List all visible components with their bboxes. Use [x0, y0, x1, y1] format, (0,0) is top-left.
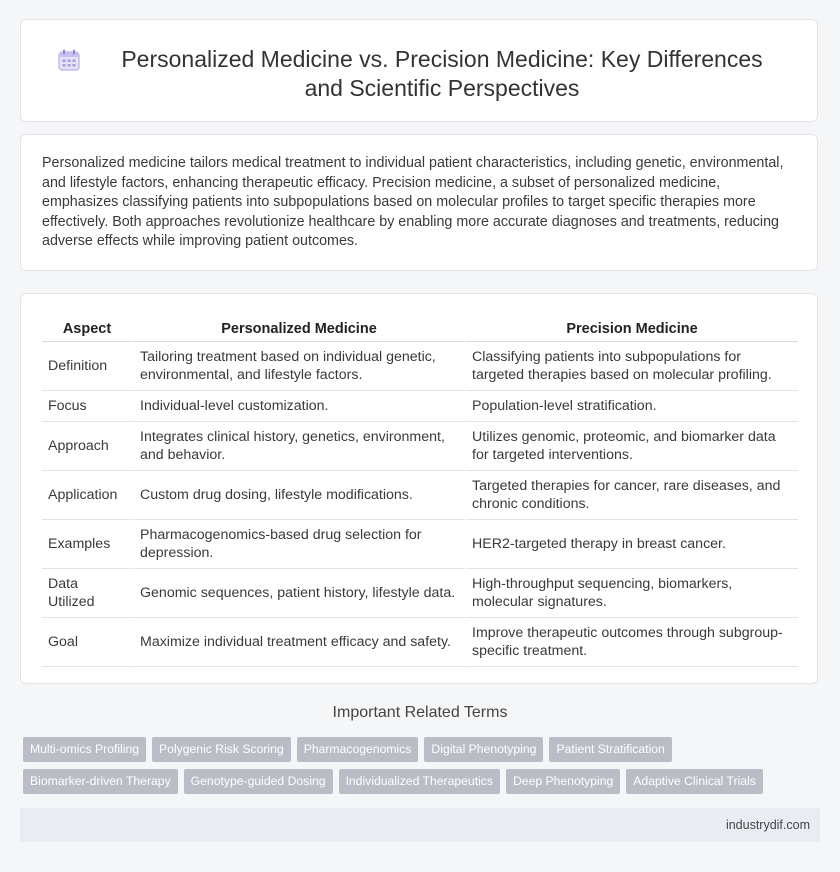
cell-personalized: Integrates clinical history, genetics, environment, and behavior.: [132, 422, 464, 471]
term-tag[interactable]: Individualized Therapeutics: [339, 769, 500, 794]
cell-aspect: Approach: [42, 422, 132, 471]
cell-personalized: Maximize individual treatment efficacy and safety.: [132, 618, 464, 667]
term-tag[interactable]: Multi-omics Profiling: [23, 737, 146, 762]
term-tag[interactable]: Genotype-guided Dosing: [184, 769, 333, 794]
cell-aspect: Focus: [42, 391, 132, 422]
table-row: [42, 342, 798, 391]
related-terms-row-2: [23, 769, 823, 794]
cell-personalized: Pharmacogenomics-based drug selection for depression.: [132, 520, 464, 569]
footer-site[interactable]: industrydif.com: [725, 818, 810, 832]
term-tag[interactable]: Biomarker-driven Therapy: [23, 769, 178, 794]
cell-precision: HER2-targeted therapy in breast cancer.: [464, 520, 798, 569]
cell-precision: Utilizes genomic, proteomic, and biomarker data for targeted interventions.: [464, 422, 798, 471]
cell-aspect: Application: [42, 471, 132, 520]
table-row: [42, 618, 798, 667]
comparison-table: [42, 313, 798, 667]
cell-precision: Classifying patients into subpopulations for targeted therapies based on molecular profiling.: [464, 342, 798, 391]
cell-aspect: Data Utilized: [42, 569, 132, 618]
term-tag[interactable]: Patient Stratification: [549, 737, 671, 762]
cell-precision: Improve therapeutic outcomes through subgroup-specific treatment.: [464, 618, 798, 667]
header-aspect: Aspect: [42, 313, 132, 342]
comparison-table-card: [20, 293, 818, 684]
term-tag[interactable]: Pharmacogenomics: [297, 737, 419, 762]
table-row: [42, 422, 798, 471]
header-personalized: Personalized Medicine: [132, 313, 464, 342]
cell-precision: Targeted therapies for cancer, rare diseases, and chronic conditions.: [464, 471, 798, 520]
table-row: [42, 391, 798, 422]
intro-card: [20, 134, 818, 271]
header-card: [20, 19, 818, 122]
cell-aspect: Goal: [42, 618, 132, 667]
table-row: [42, 471, 798, 520]
related-terms-title: Important Related Terms: [332, 704, 508, 721]
cell-precision: High-throughput sequencing, biomarkers, molecular signatures.: [464, 569, 798, 618]
cell-precision: Population-level stratification.: [464, 391, 798, 422]
term-tag[interactable]: Digital Phenotyping: [424, 737, 543, 762]
footer: [20, 808, 820, 842]
term-tag[interactable]: Deep Phenotyping: [506, 769, 620, 794]
cell-aspect: Definition: [42, 342, 132, 391]
page-title: Personalized Medicine vs. Precision Medicine: Key Differences and Scientific Perspectives: [121, 46, 763, 101]
table-header-row: [42, 313, 798, 342]
intro-paragraph: Personalized medicine tailors medical treatment to individual patient characteristics, including genetic, environmental, and lifestyle factors, enhancing therapeutic efficacy. Precision medicine, a subset of personalized medicine, emphasizes classifying patients into subpopulations based on molecular profiles to target specific therapies more effectively. Both approaches revolutionize healthcare by enabling more accurate diagnoses and treatments, reducing adverse effects while improving patient outcomes.: [42, 155, 784, 249]
cell-personalized: Custom drug dosing, lifestyle modifications.: [132, 471, 464, 520]
cell-personalized: Genomic sequences, patient history, lifestyle data.: [132, 569, 464, 618]
calendar-icon: [56, 47, 82, 73]
term-tag[interactable]: Adaptive Clinical Trials: [626, 769, 763, 794]
cell-personalized: Individual-level customization.: [132, 391, 464, 422]
header-precision: Precision Medicine: [464, 313, 798, 342]
cell-personalized: Tailoring treatment based on individual genetic, environmental, and lifestyle factors.: [132, 342, 464, 391]
table-row: [42, 569, 798, 618]
table-row: [42, 520, 798, 569]
term-tag[interactable]: Polygenic Risk Scoring: [152, 737, 291, 762]
related-terms-row-1: [23, 737, 823, 762]
cell-aspect: Examples: [42, 520, 132, 569]
